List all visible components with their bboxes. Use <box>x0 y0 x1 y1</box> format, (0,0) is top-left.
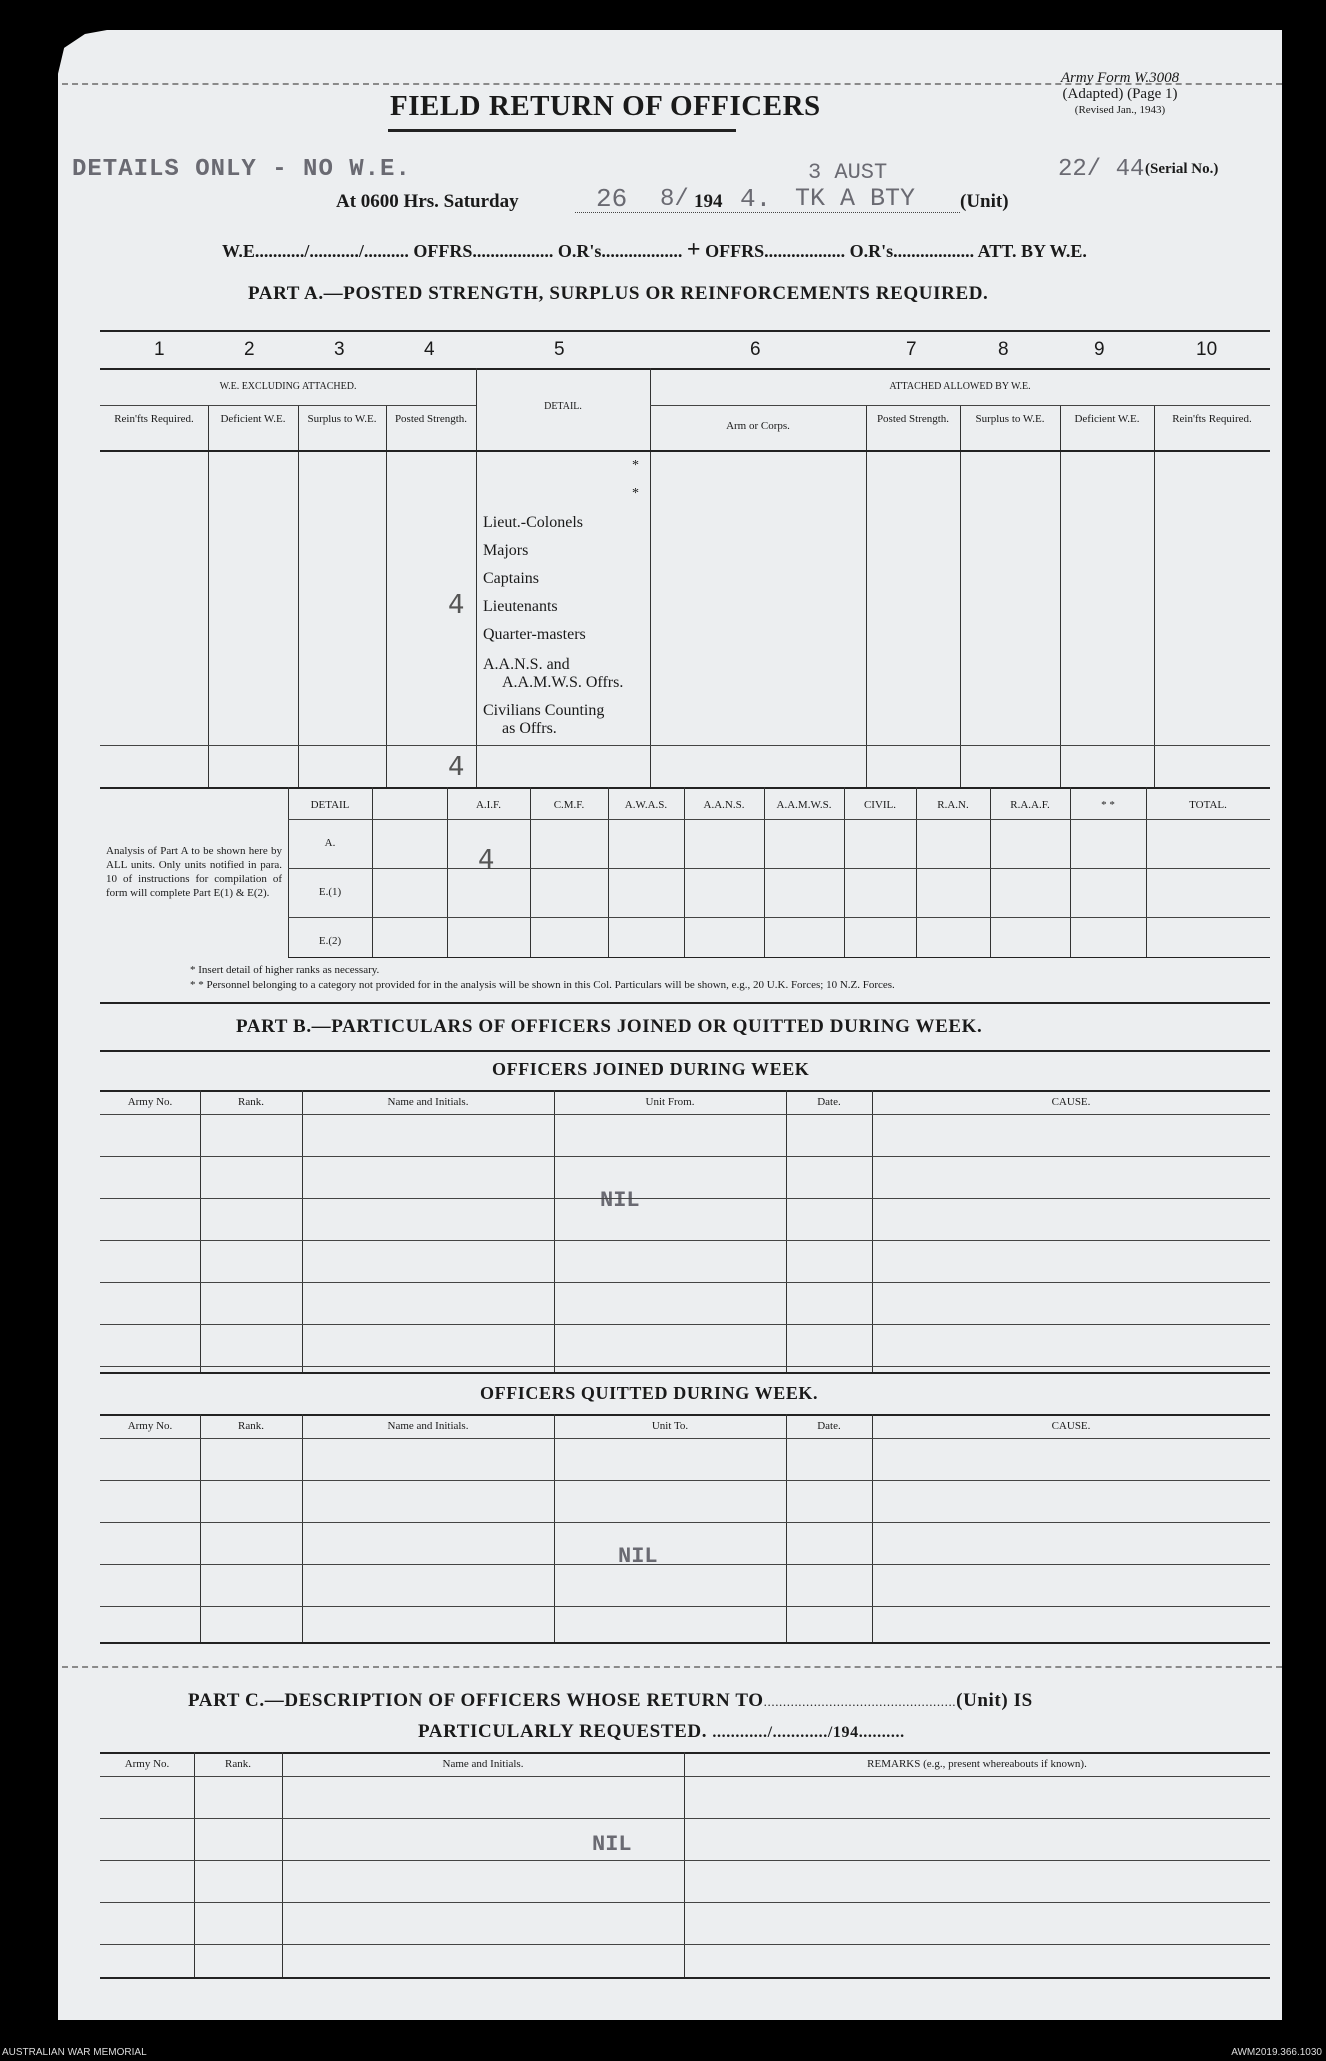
part-a-header-rule <box>100 368 1270 370</box>
joined-col-divider <box>200 1090 201 1372</box>
column-number-4: 4 <box>424 339 435 360</box>
rank-captains: Captains <box>483 570 539 587</box>
quitted-row-rule <box>100 1480 1270 1481</box>
analysis-header-rule <box>288 819 1270 820</box>
form-revision: (Revised Jan., 1943) <box>1074 104 1166 116</box>
part-a-col-divider <box>298 405 299 787</box>
we-excluding-label: W.E. EXCLUDING ATTACHED. <box>219 381 357 392</box>
page-title: FIELD RETURN OF OFFICERS <box>390 90 821 122</box>
quitted-header-0: Army No. <box>127 1420 173 1432</box>
joined-title-rule <box>100 1090 1270 1092</box>
column-number-10: 10 <box>1196 339 1218 360</box>
part-c-date-blank: ............/............/194.......... <box>712 1724 905 1741</box>
quitted-header-2: Name and Initials. <box>387 1420 469 1432</box>
analysis-note: Analysis of Part A to be shown here by ALL units. Only units notified in para. 10 of instructions for compilation of form will complete Part E(1) & E(2). <box>106 845 282 899</box>
joined-bottom-rule <box>100 1372 1270 1374</box>
part-c-top-rule <box>100 1752 1270 1754</box>
att-by-we: ATT. BY W.E. <box>977 241 1087 261</box>
joined-header-3: Unit From. <box>645 1096 695 1108</box>
column-number-7: 7 <box>906 339 917 360</box>
joined-row-rule <box>100 1324 1270 1325</box>
joined-row-rule <box>100 1198 1270 1199</box>
date-underline <box>575 212 960 213</box>
analysis-col-divider <box>844 787 845 957</box>
sub-reinfts-required: Rein'fts Required. <box>114 413 194 425</box>
joined-header-5: CAUSE. <box>1051 1096 1091 1108</box>
part-a-body-rule <box>100 450 1270 452</box>
rank-quarter-masters: Quarter-masters <box>483 626 586 643</box>
column-number-6: 6 <box>750 339 761 360</box>
analysis-col-divider <box>372 787 373 957</box>
part-a-col-divider <box>476 368 477 787</box>
column-number-1: 1 <box>154 339 165 360</box>
sub-deficient-we-att: Deficient W.E. <box>1074 413 1140 425</box>
part-b-title-rule <box>100 1050 1270 1052</box>
analysis-header-10: * * <box>1101 799 1115 811</box>
part-a-col-divider <box>1060 405 1061 787</box>
quitted-header-rule <box>100 1438 1270 1439</box>
column-number-8: 8 <box>998 339 1009 360</box>
unit-label: (Unit) <box>960 191 1009 212</box>
joined-row-rule <box>100 1240 1270 1241</box>
rank-majors: Majors <box>483 542 529 559</box>
rank-aamws: A.A.M.W.S. Offrs. <box>502 674 624 691</box>
part-c-header-3: REMARKS (e.g., present whereabouts if known). <box>867 1758 1087 1770</box>
we-line <box>222 237 1087 264</box>
part-c-bottom-rule <box>100 1977 1270 1979</box>
quitted-header-3: Unit To. <box>651 1420 689 1432</box>
year-digit: 4. <box>740 184 772 214</box>
analysis-bottom-rule <box>288 957 1270 958</box>
analysis-col-divider <box>447 787 448 957</box>
part-c-row-rule <box>100 1818 1270 1819</box>
quitted-header-4: Date. <box>817 1420 841 1432</box>
analysis-header-4: A.W.A.S. <box>624 799 668 811</box>
joined-title: OFFICERS JOINED DURING WEEK <box>492 1059 810 1079</box>
part-a-total-rule <box>100 745 1270 746</box>
sub-posted-strength: Posted Strength. <box>394 413 468 425</box>
analysis-col-divider <box>684 787 685 957</box>
rank-civilians: Civilians Counting <box>483 702 605 719</box>
serial-label: (Serial No.) <box>1145 161 1219 177</box>
date-month: 8/ <box>660 186 689 213</box>
analysis-row-label-1: E.(1) <box>318 886 342 898</box>
quitted-col-divider <box>200 1414 201 1642</box>
column-number-9: 9 <box>1094 339 1105 360</box>
analysis-header-5: A.A.N.S. <box>703 799 745 811</box>
joined-nil: NIL <box>600 1188 640 1213</box>
footnote-2: * * Personnel belonging to a category not provided for in the analysis will be shown in this Col. Particulars will be shown, e.g., 20 U.K. Forces; 10 N.Z. Forces. <box>190 979 895 991</box>
analysis-col-divider <box>1146 787 1147 957</box>
column-number-3: 3 <box>334 339 345 360</box>
particularly-requested: PARTICULARLY REQUESTED. <box>418 1721 708 1742</box>
analysis-header-8: R.A.N. <box>937 799 969 811</box>
joined-header-0: Army No. <box>127 1096 173 1108</box>
part-c-header-1: Rank. <box>225 1758 251 1770</box>
joined-row-rule <box>100 1366 1270 1367</box>
footer-accession: AWM2019.366.1030 <box>1231 2047 1322 2058</box>
quitted-col-divider <box>554 1414 555 1642</box>
year-prefix: 194 <box>694 191 723 212</box>
joined-col-divider <box>786 1090 787 1372</box>
analysis-row-rule <box>288 917 1270 918</box>
quitted-title: OFFICERS QUITTED DURING WEEK. <box>480 1383 819 1403</box>
analysis-header-2: A.I.F. <box>475 799 502 811</box>
analysis-col-divider <box>608 787 609 957</box>
sub-surplus-we: Surplus to W.E. <box>307 413 377 425</box>
analysis-row-label-0: A. <box>324 837 336 849</box>
analysis-col-divider <box>1070 787 1071 957</box>
part-c-header-2: Name and Initials. <box>442 1758 524 1770</box>
quitted-col-divider <box>302 1414 303 1642</box>
part-a-title: PART A.—POSTED STRENGTH, SURPLUS OR REINFORCEMENTS REQUIRED. <box>248 283 989 304</box>
typed-unit-line1: 3 AUST <box>808 160 888 185</box>
perforation-middle <box>62 1666 1282 1668</box>
column-number-5: 5 <box>554 339 565 360</box>
part-c-row-rule <box>100 1860 1270 1861</box>
lieutenants-posted-value: 4 <box>448 590 465 620</box>
joined-row-rule <box>100 1156 1270 1157</box>
we-field: W.E.........../.........../.......... <box>222 241 409 261</box>
ors-field-2: O.R's.................. <box>849 241 975 261</box>
sub-deficient-we: Deficient W.E. <box>220 413 286 425</box>
analysis-row-label-2: E.(2) <box>318 935 342 947</box>
sub-reinfts-required-att: Rein'fts Required. <box>1172 413 1252 425</box>
analysis-col-divider <box>764 787 765 957</box>
quitted-header-5: CAUSE. <box>1051 1420 1091 1432</box>
offrs-field-1: OFFRS.................. <box>413 241 554 261</box>
rank-as-offrs: as Offrs. <box>502 720 557 737</box>
part-a-col-divider <box>1154 405 1155 787</box>
part-a-top-rule <box>100 330 1270 332</box>
part-a-subheader-rule <box>100 405 476 406</box>
aif-a-value: 4 <box>478 845 495 875</box>
quitted-row-rule <box>100 1564 1270 1565</box>
analysis-col-divider <box>530 787 531 957</box>
rank-aans: A.A.N.S. and <box>483 656 570 673</box>
typed-serial: 22/ 44 <box>1058 156 1145 183</box>
joined-header-2: Name and Initials. <box>387 1096 469 1108</box>
quitted-bottom-rule <box>100 1642 1270 1644</box>
footer-credit: AUSTRALIAN WAR MEMORIAL <box>2 2047 147 2058</box>
part-c-unit-dots: .................................................. <box>763 1694 957 1709</box>
part-c-nil: NIL <box>592 1832 632 1857</box>
part-c-row-rule <box>100 1902 1270 1903</box>
column-number-2: 2 <box>244 339 255 360</box>
form-adapted: (Adapted) (Page 1) <box>1062 86 1178 102</box>
quitted-nil: NIL <box>618 1544 658 1569</box>
footnote-1: * Insert detail of higher ranks as necessary. <box>190 964 380 976</box>
detail-label: DETAIL. <box>544 401 582 412</box>
typed-unit-line2: TK A BTY <box>795 184 916 213</box>
analysis-col-divider <box>990 787 991 957</box>
analysis-row-rule <box>288 868 1270 869</box>
quitted-title-rule <box>100 1414 1270 1416</box>
part-c-title-line2 <box>418 1721 905 1743</box>
sub-arm-or-corps: Arm or Corps. <box>726 420 790 432</box>
rank-lieut-colonels: Lieut.-Colonels <box>483 514 583 531</box>
quitted-header-1: Rank. <box>238 1420 264 1432</box>
quitted-col-divider <box>786 1414 787 1642</box>
part-b-title: PART B.—PARTICULARS OF OFFICERS JOINED OR QUITTED DURING WEEK. <box>236 1016 983 1037</box>
part-c-header-rule <box>100 1776 1270 1777</box>
quitted-col-divider <box>872 1414 873 1642</box>
analysis-header-11: TOTAL. <box>1189 799 1227 811</box>
part-c-row-rule <box>100 1944 1270 1945</box>
joined-header-rule <box>100 1114 1270 1115</box>
form-reference <box>1000 70 1240 118</box>
analysis-header-3: C.M.F. <box>553 799 585 811</box>
analysis-col-divider <box>916 787 917 957</box>
form-number: Army Form W.3008 <box>1060 70 1180 86</box>
offrs-field-2: OFFRS.................. <box>705 241 846 261</box>
sub-posted-strength-att: Posted Strength. <box>876 413 950 425</box>
joined-col-divider <box>554 1090 555 1372</box>
detail-star-2: * <box>632 486 639 501</box>
joined-row-rule <box>100 1282 1270 1283</box>
typed-details-note: DETAILS ONLY - NO W.E. <box>72 156 411 183</box>
part-a-col-divider <box>208 405 209 787</box>
joined-col-divider <box>872 1090 873 1372</box>
posted-strength-total: 4 <box>448 752 465 782</box>
part-b-top-rule <box>100 1002 1270 1004</box>
plus-sign: + <box>686 237 701 263</box>
rank-lieutenants: Lieutenants <box>483 598 558 615</box>
at-time-text: At 0600 Hrs. Saturday <box>336 191 519 212</box>
quitted-row-rule <box>100 1606 1270 1607</box>
part-a-col-divider <box>960 405 961 787</box>
part-a-bottom-rule <box>100 787 1270 789</box>
quitted-row-rule <box>100 1522 1270 1523</box>
sub-surplus-we-att: Surplus to W.E. <box>975 413 1045 425</box>
part-c-header-0: Army No. <box>124 1758 170 1770</box>
analysis-left-border <box>288 787 289 957</box>
part-a-col-divider <box>866 405 867 787</box>
analysis-header-0: DETAIL <box>310 799 350 811</box>
title-underline <box>388 129 736 132</box>
joined-col-divider <box>302 1090 303 1372</box>
detail-star-1: * <box>632 458 639 473</box>
part-a-subheader-rule <box>650 405 1270 406</box>
joined-header-1: Rank. <box>238 1096 264 1108</box>
analysis-header-9: R.A.A.F. <box>1010 799 1050 811</box>
attached-allowed-label: ATTACHED ALLOWED BY W.E. <box>889 381 1031 392</box>
joined-header-4: Date. <box>817 1096 841 1108</box>
ors-field-1: O.R's.................. <box>557 241 683 261</box>
analysis-header-7: CIVIL. <box>863 799 897 811</box>
date-day: 26 <box>596 184 628 214</box>
analysis-header-6: A.A.M.W.S. <box>776 799 832 811</box>
part-c-title: PART C.—DESCRIPTION OF OFFICERS WHOSE RETURN TO <box>188 1690 764 1711</box>
part-a-col-divider <box>386 405 387 787</box>
part-c-title-line1 <box>188 1690 1033 1712</box>
part-c-unit-is: (Unit) IS <box>956 1690 1033 1711</box>
